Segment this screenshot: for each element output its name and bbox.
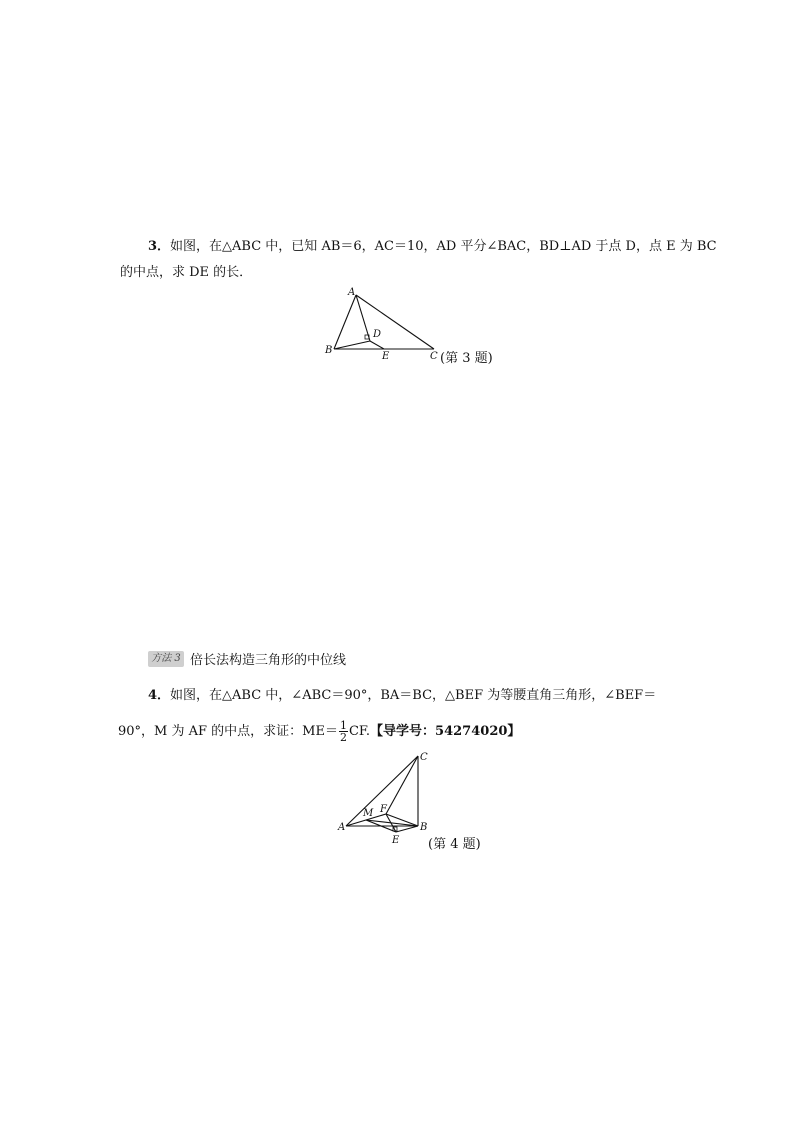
fraction-numerator: 1 xyxy=(339,719,347,732)
segment-ab xyxy=(334,295,356,349)
figure-3-caption: (第 3 题) xyxy=(440,351,493,366)
label-e: E xyxy=(382,351,390,362)
problem4-text-line2b: CF. xyxy=(348,724,371,739)
problem3-text-line1: 如图，在△ABC 中，已知 AB＝6，AC＝10，AD 平分∠BAC，BD⊥AD 于点 D，点 E 为 BC xyxy=(170,239,717,254)
label-f: F xyxy=(380,804,387,815)
method-title: 倍长法构造三角形的中位线 xyxy=(190,653,347,668)
figure-3 xyxy=(318,285,448,365)
method-badge: 方法 3 xyxy=(148,651,184,667)
segment-ad xyxy=(356,295,370,341)
figure-4-caption: (第 4 题) xyxy=(428,837,481,852)
guide-number: 【导学号：54274020】 xyxy=(370,724,521,739)
problem4-line2 xyxy=(118,720,520,743)
label-d: D xyxy=(373,329,382,340)
label-c: C xyxy=(430,351,438,362)
label-b: B xyxy=(325,345,333,356)
fraction-denominator: 2 xyxy=(339,731,347,744)
problem3-number: 3． xyxy=(148,239,171,254)
problem3-line1 xyxy=(148,239,717,255)
problem4-text-line2a: 90°，M 为 AF 的中点，求证：ME＝ xyxy=(118,724,338,739)
figure-4 xyxy=(330,748,440,848)
label-c: C xyxy=(420,752,428,763)
fraction-one-half xyxy=(339,720,348,743)
problem4-text-line1: 如图，在△ABC 中，∠ABC＝90°，BA＝BC，△BEF 为等腰直角三角形，∠BEF＝ xyxy=(170,688,657,703)
problem4-number: 4． xyxy=(148,688,171,703)
label-a: A xyxy=(348,287,356,298)
segment-ac xyxy=(356,295,434,349)
segment-cf xyxy=(386,756,418,814)
label-e: E xyxy=(392,835,400,846)
label-b: B xyxy=(420,822,428,833)
label-m: M xyxy=(363,808,374,819)
segment-de xyxy=(370,341,384,349)
segment-eb xyxy=(396,826,418,832)
segment-bd xyxy=(334,341,370,349)
label-a: A xyxy=(338,822,346,833)
problem3-line2 xyxy=(120,265,252,281)
problem3-text-line2: 的中点，求 DE 的长． xyxy=(120,265,253,280)
problem4-line1 xyxy=(148,688,656,704)
